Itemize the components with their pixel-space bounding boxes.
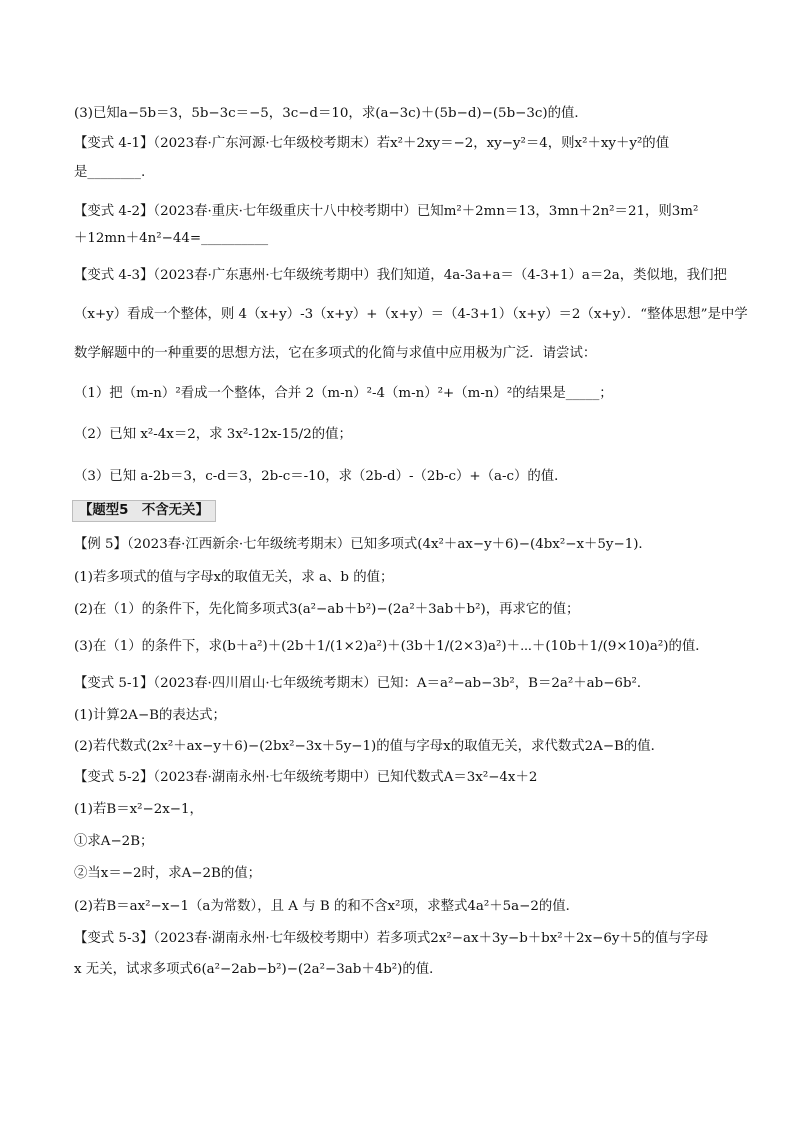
variant-5-2-question-1: (1)若B＝x²−2x−1， — [74, 802, 203, 817]
variant-5-1-line: 【变式 5-1】（2023春·四川眉山·七年级统考期末）已知：A＝a²−ab−3b²，B＝2a²＋ab−6b²． — [74, 676, 651, 691]
example-5-line: 【例 5】（2023春·江西新余·七年级统考期末）已知多项式(4x²＋ax−y＋6)−(4bx²−x＋5y−1)． — [74, 537, 652, 552]
variant-4-3-question-3: （3）已知 a-2b＝3，c-d＝3，2b-c＝-10，求（2b-d）-（2b-c）+（a-c）的值． — [74, 469, 568, 484]
variant-5-2-line: 【变式 5-2】（2023春·湖南永州·七年级统考期中）已知代数式A＝3x²−4x＋2 — [74, 770, 538, 785]
variant-4-2-line-2: ＋12mn＋4n²−44=__________ — [74, 231, 269, 246]
variant-4-3-question-1: （1）把（m-n）²看成一个整体，合并 2（m-n）²-4（m-n）²+（m-n）²的结果是_____； — [74, 386, 613, 401]
variant-4-3-line-2: （x+y）看成一个整体，则 4（x+y）-3（x+y）+（x+y）＝（4-3+1）（x+y）＝2（x+y）．“整体思想”是中学 — [74, 307, 748, 322]
example-5-question-3: (3)在（1）的条件下，求(b＋a²)＋(2b＋1/(1×2)a²)＋(3b＋1/(2×3)a²)＋⋯＋(10b＋1/(9×10)a²)的值． — [74, 639, 709, 654]
variant-5-2-question-1b: ②当x＝−2时，求A−2B的值； — [74, 866, 262, 881]
variant-4-3-line-1: 【变式 4-3】（2023春·广东惠州·七年级统考期中）我们知道，4a-3a+a＝（4-3+1）a＝2a，类似地，我们把 — [74, 268, 727, 283]
example-5-question-1: (1)若多项式的值与字母x的取值无关，求 a、b 的值； — [74, 570, 394, 585]
variant-5-1-question-1: (1)计算2A−B的表达式； — [74, 708, 226, 723]
variant-5-3-line-2: x 无关，试求多项式6(a²−2ab−b²)−(2a²−3ab＋4b²)的值． — [74, 962, 443, 977]
example-5-question-2: (2)在（1）的条件下，先化简多项式3(a²−ab＋b²)−(2a²＋3ab＋b²)，再求它的值； — [74, 602, 580, 617]
variant-4-2-line-1: 【变式 4-2】（2023春·重庆·七年级重庆十八中校考期中）已知m²＋2mn＝13，3mn＋2n²＝21，则3m² — [74, 204, 699, 219]
section-heading: 【题型5 不含无关】 — [72, 500, 216, 522]
question-3-line: (3)已知a−5b＝3，5b−3c＝−5，3c−d＝10，求(a−3c)＋(5b−d)−(5b−3c)的值． — [74, 106, 588, 121]
variant-5-3-line-1: 【变式 5-3】（2023春·湖南永州·七年级校考期中）若多项式2x²−ax＋3y−b＋bx²＋2x−6y＋5的值与字母 — [74, 931, 709, 946]
variant-5-2-question-2: (2)若B＝ax²−x−1（a为常数），且 A 与 B 的和不含x²项，求整式4a²＋5a−2的值． — [74, 899, 580, 914]
variant-4-3-question-2: （2）已知 x²-4x＝2，求 3x²-12x-15/2的值； — [74, 427, 352, 442]
variant-5-1-question-2: (2)若代数式(2x²＋ax−y＋6)−(2bx²−3x＋5y−1)的值与字母x的取值无关，求代数式2A−B的值． — [74, 739, 665, 754]
variant-5-2-question-1a: ①求A−2B； — [74, 834, 154, 849]
variant-4-3-line-3: 数学解题中的一种重要的思想方法，它在多项式的化简与求值中应用极为广泛．请尝试： — [74, 346, 597, 361]
variant-4-1-line-1: 【变式 4-1】（2023春·广东河源·七年级校考期末）若x²＋2xy＝−2，xy−y²＝4，则x²＋xy＋y²的值 — [74, 136, 670, 151]
variant-4-1-line-2: 是________. — [74, 165, 146, 180]
